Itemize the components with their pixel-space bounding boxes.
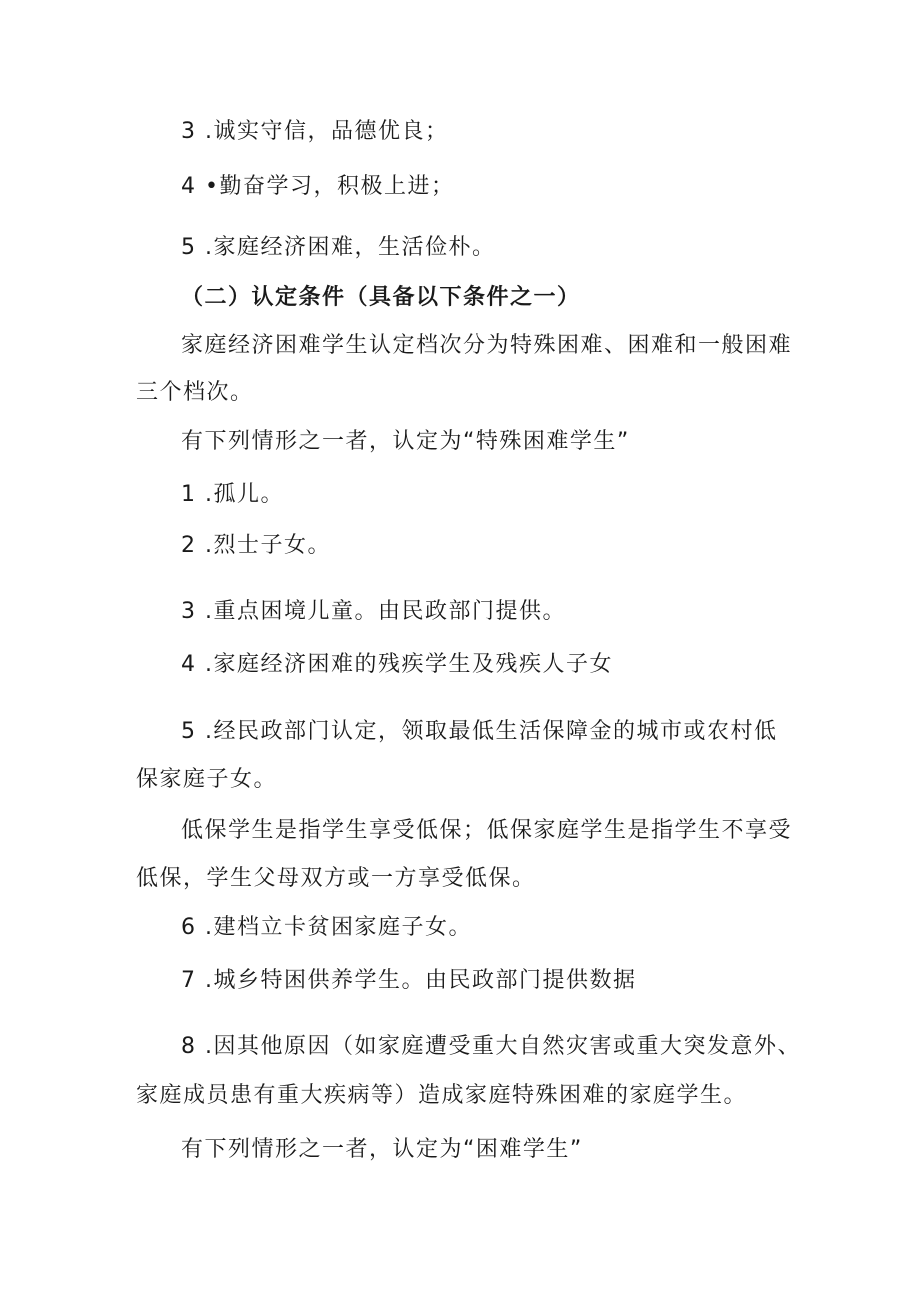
section-heading-identification-conditions: （二）认定条件（具备以下条件之一） <box>181 285 581 310</box>
low-income-definition-line-1: 低保学生是指学生享受低保；低保家庭学生是指学生不享受 <box>181 818 793 843</box>
special-item-1-orphan: 1 .孤儿。 <box>181 482 284 507</box>
difficulty-intro: 有下列情形之一者，认定为“困难学生” <box>181 1137 583 1162</box>
special-item-8-line-1: 8 .因其他原因（如家庭遭受重大自然灾害或重大突发意外、 <box>181 1034 801 1059</box>
paragraph-levels-line-1: 家庭经济困难学生认定档次分为特殊困难、困难和一般困难 <box>181 333 793 358</box>
special-difficulty-intro: 有下列情形之一者，认定为“特殊困难学生” <box>181 429 630 454</box>
criterion-4-diligence: 4 •勤奋学习，积极上进； <box>181 174 455 199</box>
special-item-2-martyr-children: 2 .烈士子女。 <box>181 533 331 558</box>
special-item-7-support: 7 .城乡特困供养学生。由民政部门提供数据 <box>181 968 637 993</box>
paragraph-levels-line-2: 三个档次。 <box>136 380 254 405</box>
special-item-3-key-children: 3 .重点困境儿童。由民政部门提供。 <box>181 599 566 624</box>
special-item-6-registered-poor: 6 .建档立卡贫困家庭子女。 <box>181 915 472 940</box>
criterion-3-honesty: 3 .诚实守信，品德优良； <box>181 119 449 144</box>
low-income-definition-line-2: 低保，学生父母双方或一方享受低保。 <box>136 866 536 891</box>
special-item-8-line-2: 家庭成员患有重大疾病等）造成家庭特殊困难的家庭学生。 <box>136 1083 748 1108</box>
special-item-5-line-1: 5 .经民政部门认定，领取最低生活保障金的城市或农村低 <box>181 719 778 744</box>
special-item-4-disabled: 4 .家庭经济困难的残疾学生及残疾人子女 <box>181 652 613 677</box>
criterion-5-thrift: 5 .家庭经济困难，生活俭朴。 <box>181 235 496 260</box>
special-item-5-line-2: 保家庭子女。 <box>136 767 278 792</box>
